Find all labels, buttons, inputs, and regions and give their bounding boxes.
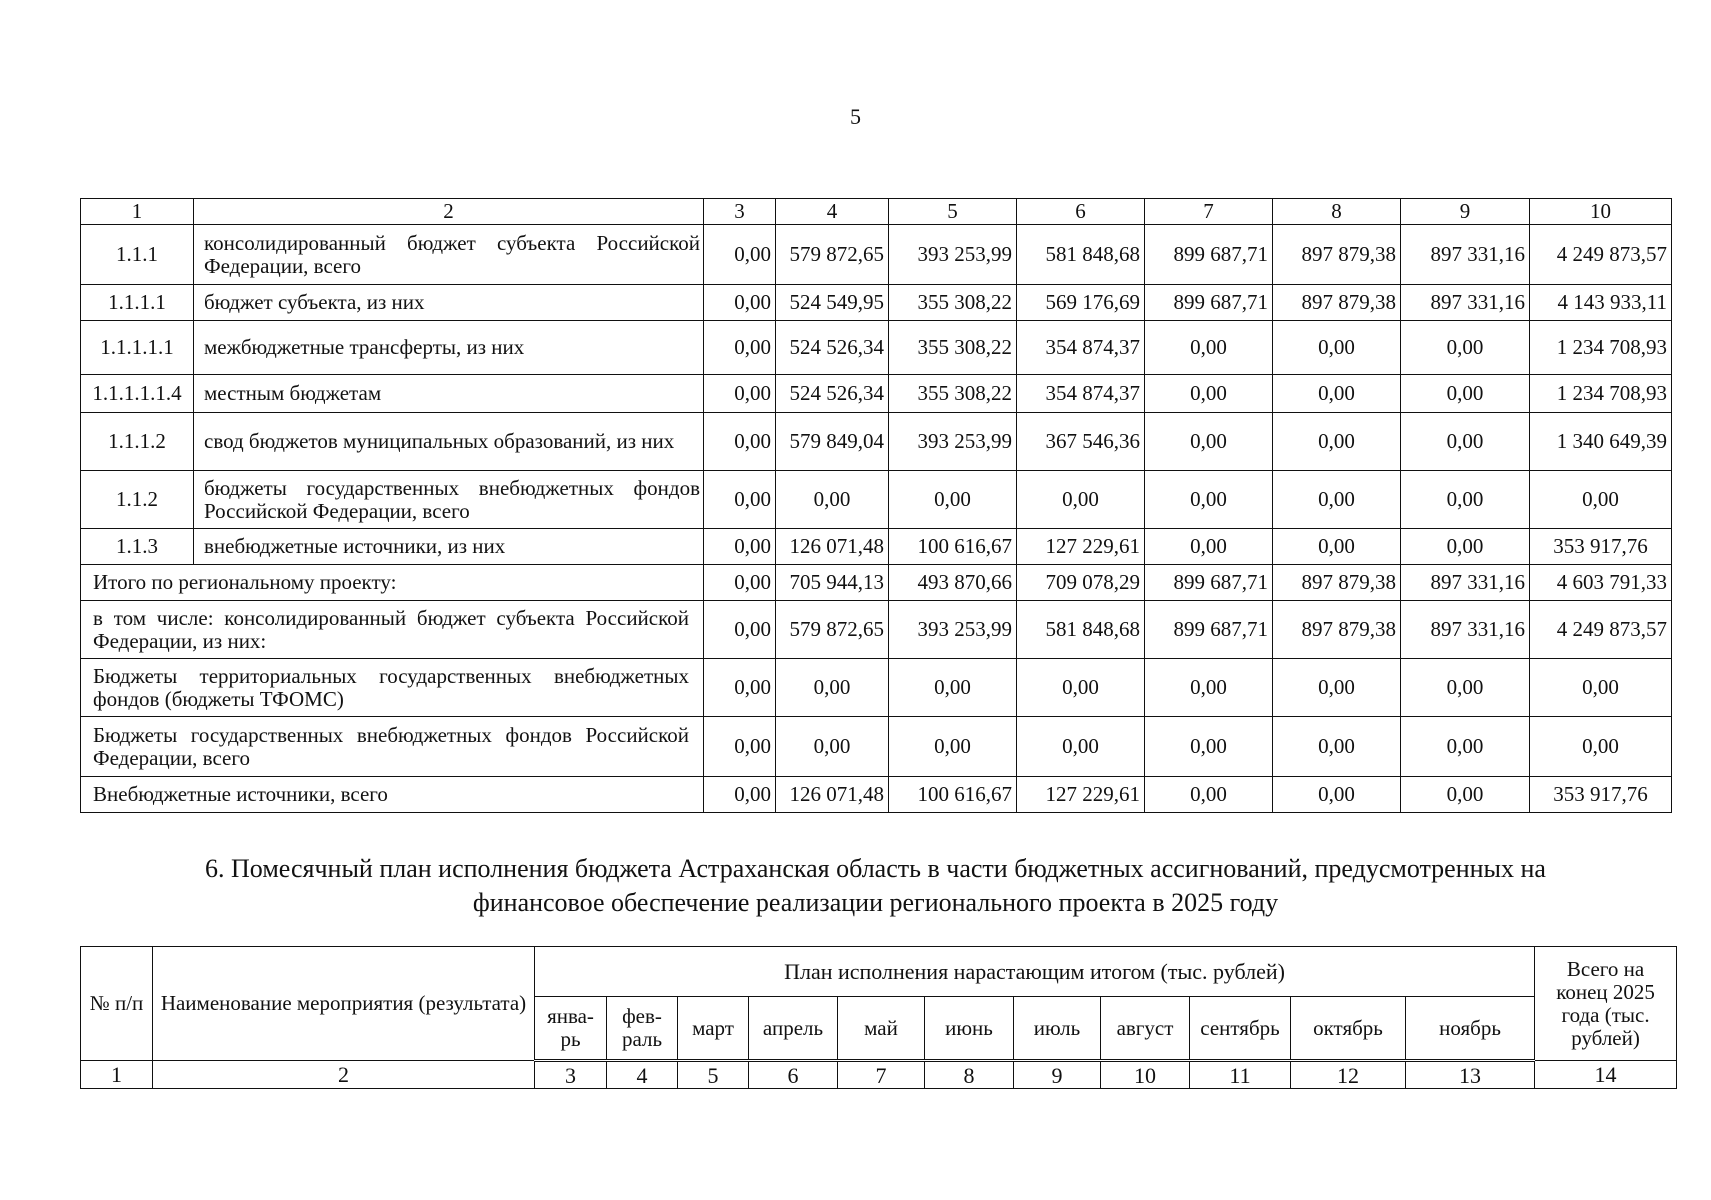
summary-value: 899 687,71 — [1145, 601, 1273, 659]
summary-name: Бюджеты государственных внебюджетных фондов Российской Федерации, всего — [81, 717, 704, 777]
summary-value: 493 870,66 — [889, 565, 1017, 601]
row-code: 1.1.1.2 — [81, 413, 194, 471]
col-index: 3 — [535, 1061, 607, 1089]
col-index: 5 — [678, 1061, 749, 1089]
month-header: янва- рь — [535, 997, 607, 1061]
col-number-9: 9 — [1401, 199, 1530, 225]
summary-value: 0,00 — [1401, 777, 1530, 813]
row-value: 579 849,04 — [776, 413, 889, 471]
row-value: 367 546,36 — [1017, 413, 1145, 471]
summary-value: 0,00 — [1145, 659, 1273, 717]
row-value: 0,00 — [1401, 375, 1530, 413]
row-name: межбюджетные трансферты, из них — [194, 321, 704, 375]
summary-value: 0,00 — [704, 565, 776, 601]
row-value: 0,00 — [1401, 413, 1530, 471]
row-name: местным бюджетам — [194, 375, 704, 413]
summary-value: 897 331,16 — [1401, 565, 1530, 601]
table-row — [81, 321, 1672, 375]
month-header: июнь — [925, 997, 1014, 1061]
col-number-5: 5 — [889, 199, 1017, 225]
row-value: 0,00 — [1401, 529, 1530, 565]
row-name: свод бюджетов муниципальных образований, из них — [194, 413, 704, 471]
row-value: 899 687,71 — [1145, 285, 1273, 321]
row-value: 0,00 — [1273, 413, 1401, 471]
row-value: 524 526,34 — [776, 375, 889, 413]
col-index: 2 — [153, 1061, 535, 1089]
summary-value: 4 249 873,57 — [1530, 601, 1672, 659]
row-value: 0,00 — [1273, 471, 1401, 529]
summary-value: 0,00 — [776, 659, 889, 717]
row-code: 1.1.1.1.1.4 — [81, 375, 194, 413]
summary-value: 0,00 — [776, 717, 889, 777]
month-header: июль — [1014, 997, 1101, 1061]
col-index: 10 — [1101, 1061, 1190, 1089]
col-number-6: 6 — [1017, 199, 1145, 225]
row-value: 0,00 — [1145, 321, 1273, 375]
summary-value: 0,00 — [1401, 659, 1530, 717]
row-value: 4 143 933,11 — [1530, 285, 1672, 321]
summary-row — [81, 717, 1672, 777]
col-index: 14 — [1535, 1061, 1677, 1089]
row-value: 355 308,22 — [889, 375, 1017, 413]
summary-name: Бюджеты территориальных государственных внебюджетных фондов (бюджеты ТФОМС) — [81, 659, 704, 717]
row-value: 0,00 — [704, 529, 776, 565]
row-value: 355 308,22 — [889, 321, 1017, 375]
section-6-title-line2: финансовое обеспечение реализации регионального проекта в 2025 году — [472, 888, 1279, 917]
month-header: октябрь — [1291, 997, 1406, 1061]
summary-value: 0,00 — [1145, 717, 1273, 777]
col-number-3: 3 — [704, 199, 776, 225]
row-code: 1.1.1 — [81, 225, 194, 285]
summary-value: 0,00 — [1401, 717, 1530, 777]
row-value: 100 616,67 — [889, 529, 1017, 565]
row-value: 0,00 — [1401, 471, 1530, 529]
row-value: 569 176,69 — [1017, 285, 1145, 321]
summary-row — [81, 659, 1672, 717]
summary-value: 897 879,38 — [1273, 601, 1401, 659]
row-value: 524 526,34 — [776, 321, 889, 375]
row-value: 899 687,71 — [1145, 225, 1273, 285]
col-number-4: 4 — [776, 199, 889, 225]
col-index: 7 — [838, 1061, 925, 1089]
summary-value: 0,00 — [1273, 717, 1401, 777]
table-row — [81, 375, 1672, 413]
month-header: фев- раль — [607, 997, 678, 1061]
table-row — [81, 529, 1672, 565]
summary-value: 0,00 — [1017, 659, 1145, 717]
summary-row — [81, 565, 1672, 601]
month-header: май — [838, 997, 925, 1061]
row-value: 0,00 — [1273, 529, 1401, 565]
col-index: 11 — [1190, 1061, 1291, 1089]
row-value: 581 848,68 — [1017, 225, 1145, 285]
row-value: 126 071,48 — [776, 529, 889, 565]
summary-value: 393 253,99 — [889, 601, 1017, 659]
summary-value: 0,00 — [889, 659, 1017, 717]
summary-value: 581 848,68 — [1017, 601, 1145, 659]
row-value: 4 249 873,57 — [1530, 225, 1672, 285]
summary-value: 579 872,65 — [776, 601, 889, 659]
col-num-header: № п/п — [81, 947, 153, 1061]
row-value: 0,00 — [1273, 321, 1401, 375]
row-value: 0,00 — [776, 471, 889, 529]
summary-value: 126 071,48 — [776, 777, 889, 813]
row-value: 0,00 — [1530, 471, 1672, 529]
row-value: 0,00 — [704, 471, 776, 529]
summary-value: 0,00 — [1273, 659, 1401, 717]
summary-value: 899 687,71 — [1145, 565, 1273, 601]
table-row — [81, 285, 1672, 321]
col-index: 9 — [1014, 1061, 1101, 1089]
funding-table — [80, 198, 1672, 813]
row-value: 127 229,61 — [1017, 529, 1145, 565]
row-name: бюджеты государственных внебюджетных фондов Российской Федерации, всего — [194, 471, 704, 529]
summary-value: 0,00 — [1530, 717, 1672, 777]
col-number-7: 7 — [1145, 199, 1273, 225]
row-name: внебюджетные источники, из них — [194, 529, 704, 565]
summary-name: Итого по региональному проекту: — [81, 565, 704, 601]
section-6-title — [80, 852, 1671, 920]
monthly-plan-table — [80, 946, 1677, 1089]
col-number-10: 10 — [1530, 199, 1672, 225]
section-6-title-line1: 6. Помесячный план исполнения бюджета Астраханская область в части бюджетных ассигнований, предусмотренных на — [205, 854, 1546, 883]
row-value: 579 872,65 — [776, 225, 889, 285]
summary-value: 0,00 — [704, 659, 776, 717]
row-value: 524 549,95 — [776, 285, 889, 321]
row-value: 1 234 708,93 — [1530, 375, 1672, 413]
summary-name: в том числе: консолидированный бюджет субъекта Российской Федерации, из них: — [81, 601, 704, 659]
col-index: 13 — [1406, 1061, 1535, 1089]
row-value: 897 331,16 — [1401, 285, 1530, 321]
col-name-header: Наименование мероприятия (результата) — [153, 947, 535, 1061]
month-header: сентябрь — [1190, 997, 1291, 1061]
row-value: 0,00 — [704, 321, 776, 375]
month-header: ноябрь — [1406, 997, 1535, 1061]
summary-value: 4 603 791,33 — [1530, 565, 1672, 601]
col-index: 1 — [81, 1061, 153, 1089]
table-row — [81, 225, 1672, 285]
row-name: бюджет субъекта, из них — [194, 285, 704, 321]
table-row — [81, 471, 1672, 529]
plan-header: План исполнения нарастающим итогом (тыс. рублей) — [535, 947, 1535, 997]
row-value: 393 253,99 — [889, 413, 1017, 471]
summary-row — [81, 777, 1672, 813]
col-index: 8 — [925, 1061, 1014, 1089]
col-number-2: 2 — [194, 199, 704, 225]
row-value: 355 308,22 — [889, 285, 1017, 321]
summary-value: 0,00 — [1530, 659, 1672, 717]
summary-value: 0,00 — [704, 777, 776, 813]
month-header: март — [678, 997, 749, 1061]
row-value: 897 879,38 — [1273, 285, 1401, 321]
row-value: 354 874,37 — [1017, 321, 1145, 375]
col-index: 4 — [607, 1061, 678, 1089]
summary-value: 0,00 — [1145, 777, 1273, 813]
row-name: консолидированный бюджет субъекта Российской Федерации, всего — [194, 225, 704, 285]
month-header: апрель — [749, 997, 838, 1061]
summary-value: 0,00 — [1017, 717, 1145, 777]
row-value: 393 253,99 — [889, 225, 1017, 285]
row-code: 1.1.1.1 — [81, 285, 194, 321]
col-number-1: 1 — [81, 199, 194, 225]
row-code: 1.1.3 — [81, 529, 194, 565]
row-code: 1.1.2 — [81, 471, 194, 529]
month-header: август — [1101, 997, 1190, 1061]
row-value: 0,00 — [1145, 413, 1273, 471]
summary-value: 353 917,76 — [1530, 777, 1672, 813]
summary-name: Внебюджетные источники, всего — [81, 777, 704, 813]
summary-value: 0,00 — [1273, 777, 1401, 813]
summary-value: 0,00 — [889, 717, 1017, 777]
row-value: 0,00 — [1401, 321, 1530, 375]
row-value: 353 917,76 — [1530, 529, 1672, 565]
row-value: 354 874,37 — [1017, 375, 1145, 413]
summary-row — [81, 601, 1672, 659]
row-value: 0,00 — [1145, 375, 1273, 413]
row-value: 0,00 — [1017, 471, 1145, 529]
row-value: 0,00 — [889, 471, 1017, 529]
page-number: 5 — [850, 104, 861, 129]
row-value: 0,00 — [1273, 375, 1401, 413]
row-value: 897 879,38 — [1273, 225, 1401, 285]
row-value: 0,00 — [704, 285, 776, 321]
summary-value: 100 616,67 — [889, 777, 1017, 813]
summary-value: 705 944,13 — [776, 565, 889, 601]
col-number-8: 8 — [1273, 199, 1401, 225]
row-value: 897 331,16 — [1401, 225, 1530, 285]
row-value: 0,00 — [704, 225, 776, 285]
col-index: 6 — [749, 1061, 838, 1089]
row-value: 1 234 708,93 — [1530, 321, 1672, 375]
row-value: 0,00 — [704, 375, 776, 413]
summary-value: 897 331,16 — [1401, 601, 1530, 659]
summary-value: 709 078,29 — [1017, 565, 1145, 601]
summary-value: 0,00 — [704, 601, 776, 659]
summary-value: 897 879,38 — [1273, 565, 1401, 601]
summary-value: 0,00 — [704, 717, 776, 777]
total-header: Всего на конец 2025 года (тыс. рублей) — [1535, 947, 1677, 1061]
col-index: 12 — [1291, 1061, 1406, 1089]
row-value: 1 340 649,39 — [1530, 413, 1672, 471]
table-row — [81, 413, 1672, 471]
row-value: 0,00 — [1145, 471, 1273, 529]
row-code: 1.1.1.1.1 — [81, 321, 194, 375]
row-value: 0,00 — [704, 413, 776, 471]
summary-value: 127 229,61 — [1017, 777, 1145, 813]
row-value: 0,00 — [1145, 529, 1273, 565]
